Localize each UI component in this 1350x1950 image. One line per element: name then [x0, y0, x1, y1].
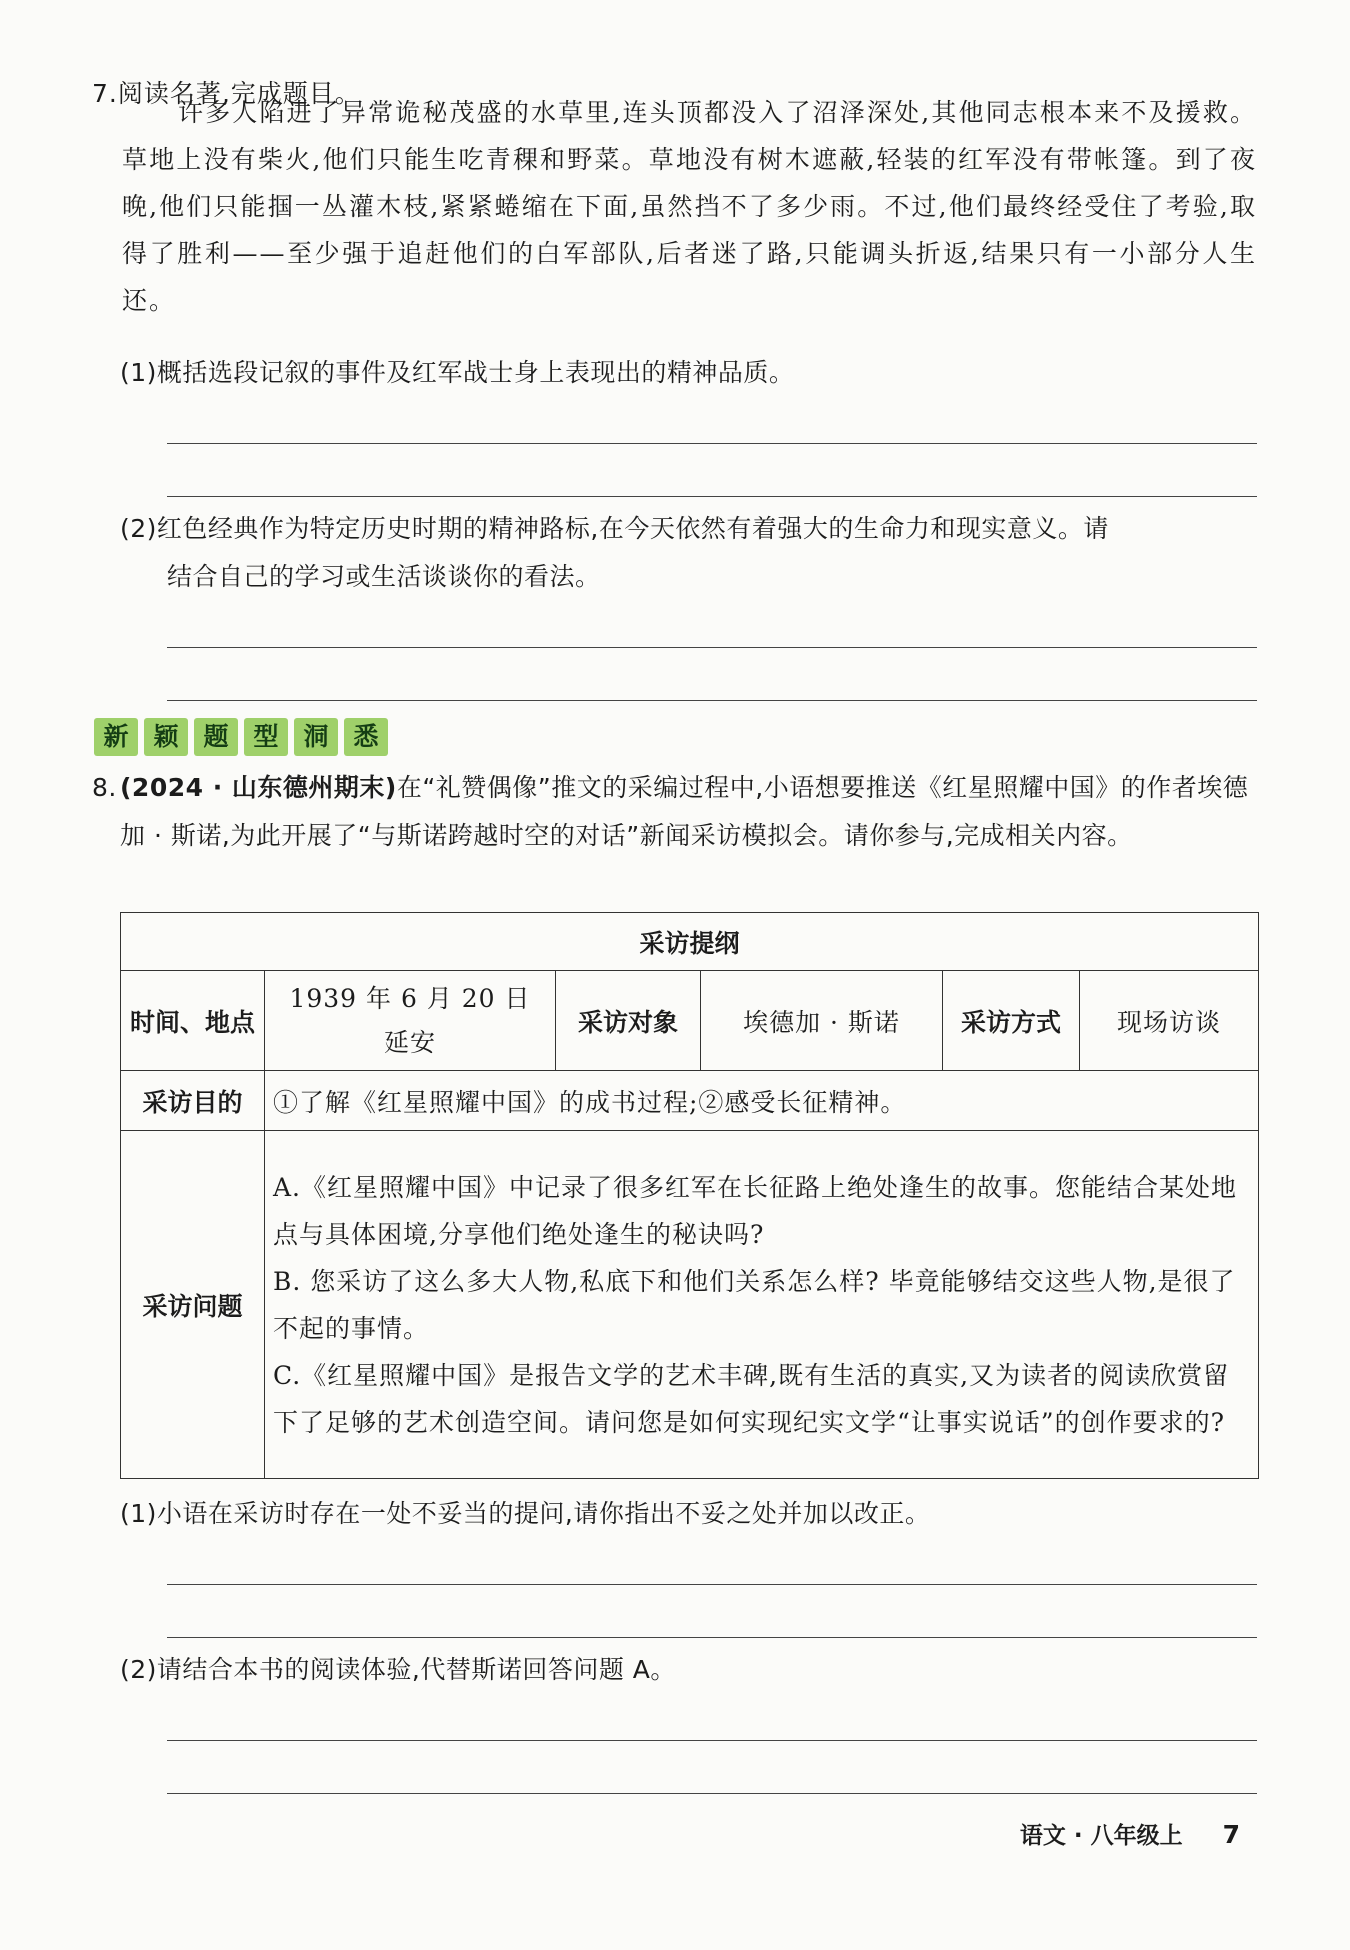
question-a: A.《红星照耀中国》中记录了很多红军在长征路上绝处逢生的故事。您能结合某处地点与具体困境,分享他们绝处逢生的秘诀吗?	[273, 1172, 1238, 1249]
answer-line[interactable]	[167, 443, 1257, 444]
q8-intro: 在“礼赞偶像”推文的采编过程中,小语想要推送《红星照耀中国》的作者埃德加 · 斯诺,为此开展了“与斯诺跨越时空的对话”新闻采访模拟会。请你参与,完成相关内容。	[120, 773, 1249, 850]
q7-sub1: (1)概括选段记叙的事件及红军战士身上表现出的精神品质。	[120, 358, 795, 387]
time-place-label: 时间、地点	[121, 971, 265, 1071]
table-row	[121, 971, 1259, 1071]
q7-passage: 许多人陷进了异常诡秘茂盛的水草里,连头顶都没入了沼泽深处,其他同志根本来不及援救。草地上没有柴火,他们只能生吃青稞和野菜。草地没有树木遮蔽,轻装的红军没有带帐篷。到了夜晚,他们只能掴一丛灌木枝,紧紧蜷缩在下面,虽然挡不了多少雨。不过,他们最终经受住了考验,取得了胜利——至少强于追赶他们的白军部队,后者迷了路,只能调头折返,结果只有一小部分人生还。	[122, 98, 1257, 315]
q7-sub2	[120, 505, 1260, 601]
section-tag-char: 悉	[344, 718, 388, 756]
answer-line[interactable]	[167, 1584, 1257, 1585]
answer-line[interactable]	[167, 647, 1257, 648]
q8-source: (2024 · 山东德州期末)	[120, 773, 397, 802]
interview-outline-table	[120, 912, 1259, 1479]
method-label: 采访方式	[943, 971, 1080, 1071]
table-title: 采访提纲	[121, 913, 1259, 971]
answer-line[interactable]	[167, 1793, 1257, 1794]
place-value: 延安	[383, 1027, 436, 1057]
question-c: C.《红星照耀中国》是报告文学的艺术丰碑,既有生活的真实,又为读者的阅读欣赏留下了足够的艺术创造空间。请问您是如何实现纪实文学“让事实说话”的创作要求的?	[273, 1360, 1230, 1437]
purpose-value: ①了解《红星照耀中国》的成书过程;②感受长征精神。	[265, 1071, 1259, 1131]
method-value: 现场访谈	[1080, 971, 1259, 1071]
footer-subject: 语文 · 八年级上	[1019, 1823, 1183, 1849]
questions-cell	[265, 1131, 1259, 1479]
q7-sub2-line1: (2)红色经典作为特定历史时期的精神路标,在今天依然有着强大的生命力和现实意义。请	[120, 514, 1109, 543]
answer-line[interactable]	[167, 1740, 1257, 1741]
q8-sub2: (2)请结合本书的阅读体验,代替斯诺回答问题 A。	[120, 1655, 676, 1684]
table-row	[121, 1131, 1259, 1479]
q8-sub1: (1)小语在采访时存在一处不妥当的提问,请你指出不妥之处并加以改正。	[120, 1499, 931, 1528]
purpose-label: 采访目的	[121, 1071, 265, 1131]
q7-sub2-line2: 结合自己的学习或生活谈谈你的看法。	[167, 562, 601, 591]
section-tag-char: 颖	[144, 718, 188, 756]
answer-line[interactable]	[167, 700, 1257, 701]
q8-number: 8.	[92, 773, 117, 802]
answer-line[interactable]	[167, 496, 1257, 497]
page-footer	[1020, 1817, 1240, 1850]
q7-heading: 7.阅读名著,完成题目。	[92, 79, 361, 108]
table-row	[121, 1071, 1259, 1131]
questions-label: 采访问题	[121, 1131, 265, 1479]
subject-value: 埃德加 · 斯诺	[701, 971, 943, 1071]
section-tag-char: 题	[194, 718, 238, 756]
section-tag-new-question-types	[94, 718, 388, 756]
q8-intro-block	[92, 764, 1260, 860]
section-tag-char: 洞	[294, 718, 338, 756]
page-number: 7	[1222, 1820, 1240, 1849]
section-tag-char: 新	[94, 718, 138, 756]
section-tag-char: 型	[244, 718, 288, 756]
subject-label: 采访对象	[556, 971, 701, 1071]
answer-line[interactable]	[167, 1637, 1257, 1638]
time-value: 1939 年 6 月 20 日	[289, 983, 531, 1013]
table-row	[121, 913, 1259, 971]
time-place-value	[265, 971, 556, 1071]
question-b: B. 您采访了这么多大人物,私底下和他们关系怎么样? 毕竟能够结交这些人物,是很了不起的事情。	[273, 1266, 1236, 1343]
